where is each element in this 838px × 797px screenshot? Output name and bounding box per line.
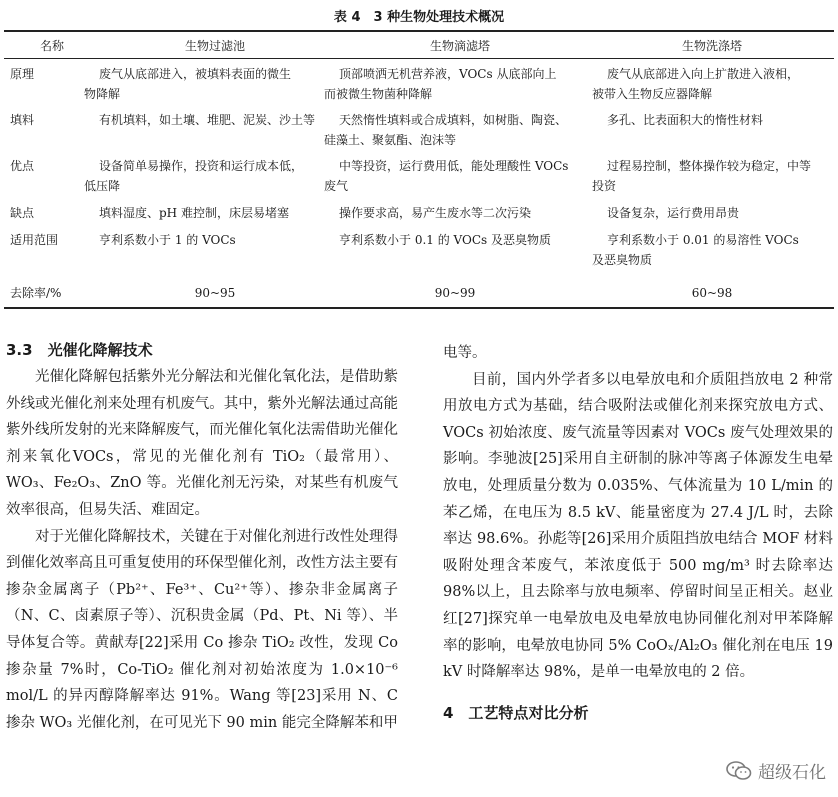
cell-packing-biofilter: 有机填料，如土壤、堆肥、泥炭、沙土等 [99,113,316,127]
cell-advantages-biotrickling: 中等投资，运行费用低，能处理酸性 VOCs 废气 [324,159,569,193]
right-column [443,340,833,726]
cell-removal-biotrickling: 90~99 [434,286,476,300]
row-label-disadvantages: 缺点 [10,206,35,220]
header-biofilter: 生物过滤池 [184,39,245,53]
watermark [726,758,826,783]
paragraph-photocatalysis-modification: 对于光催化降解技术，关键在于对催化剂进行改性处理得到催化效率高且可重复使用的环保型催化剂，改性方法主要有掺杂金属离子（Pb²⁺、Fe³⁺、Cu²⁺等）、掺杂非金属离子（N、C、卤素原子等）、沉积贵金属（Pd、Pt、Ni 等）、半导体复合等。黄献寿[22]采用 Co 掺杂 TiO₂ 改性，发现 Co 掺杂量 7%时，Co-TiO₂ 催化剂对初始浓度为 1.0×10⁻⁶ mol/L 的异丙醇降解率达 91%。Wang 等[23]采用 N、C 掺杂 WO₃ 光催化剂，在可见光下 90 min 能完全降解苯和甲 [6,528,398,731]
cell-removal-bioscrubber: 60~98 [691,286,733,300]
cell-scope-bioscrubber: 亨利系数小于 0.01 的易溶性 VOCs 及恶臭物质 [592,233,799,267]
table-top-rule [4,30,834,32]
section-heading-3-3: 3.3 光催化降解技术 [6,341,153,359]
cell-scope-biofilter: 亨利系数小于 1 的 VOCs [99,233,236,247]
table-caption: 表 4 3 种生物处理技术概况 [333,10,505,25]
row-label-principle: 原理 [10,67,35,81]
table-bottom-rule [4,307,834,309]
cell-disadvantages-biofilter: 填料湿度、pH 难控制，床层易堵塞 [99,206,289,220]
cell-principle-biofilter: 废气从底部进入，被填料表面的微生 物降解 [84,67,292,101]
cell-advantages-bioscrubber: 过程易控制，整体操作较为稳定，中等 投资 [592,159,812,193]
row-label-removal: 去除率/% [10,286,62,300]
row-label-advantages: 优点 [10,159,35,173]
cell-principle-bioscrubber: 废气从底部进入向上扩散进入液相， 被带入生物反应器降解 [592,67,800,101]
table-header-rule [4,58,834,59]
cell-disadvantages-biotrickling: 操作要求高，易产生废水等二次污染 [339,206,532,220]
cell-disadvantages-bioscrubber: 设备复杂，运行费用昂贵 [607,206,740,220]
paragraph-plasma-discharge: 目前，国内外学者多以电晕放电和介质阻挡放电 2 种常用放电方式为基础，结合吸附法或催化剂来探究放电方式、VOCs 初始浓度、废气流量等因素对 VOCs 废气处理效果的影响。李驰波[25]采用自主研制的脉冲等离子体源发生电晕放电，处理质量分数为 0.035%、气体流量为 10 L/min 的苯乙烯，在电压为 8.5 kV、能量密度为 27.4 J/L 时，去除率达 98.6%。孙彪等[26]采用介质阻挡放电结合 MOF 材料吸附处理含苯废气，苯浓度低于 500 mg/m³ 时去除率达 98%以上，且去除率与放电频率、停留时间呈正相关。赵业红[27]探究单一电晕放电及电晕放电协同催化剂对甲苯降解率的影响，电晕放电协同 5% CoOₓ/Al₂O₃ 催化剂在电压 19 kV 时降解率达 98%，是单一电晕放电的 2 倍。 [443,371,833,681]
cell-removal-biofilter: 90~95 [194,286,236,300]
section-heading-4: 4 工艺特点对比分析 [443,703,589,722]
cell-advantages-biofilter: 设备简单易操作，投资和运行成本低， 低压降 [84,159,304,193]
row-label-packing: 填料 [10,113,35,127]
header-biotrickling: 生物滴滤塔 [429,39,490,53]
cell-principle-biotrickling: 顶部喷洒无机营养液，VOCs 从底部向上 而被微生物菌种降解 [324,67,557,101]
header-bioscrubber: 生物洗涤塔 [681,39,742,53]
paragraph-continuation: 电等。 [443,345,487,361]
cell-packing-bioscrubber: 多孔、比表面积大的惰性材料 [607,113,764,127]
left-column [6,336,398,736]
watermark-text: 超级石化 [758,763,826,783]
cell-packing-biotrickling: 天然惰性填料或合成填料，如树脂、陶瓷、 硅藻土、聚氨酯、泡沫等 [324,113,568,147]
cell-scope-biotrickling: 亨利系数小于 0.1 的 VOCs 及恶臭物质 [339,233,551,247]
row-label-scope: 适用范围 [10,233,59,247]
paragraph-photocatalysis-intro: 光催化降解包括紫外光分解法和光催化氧化法，是借助紫外线或光催化剂来处理有机废气。其中，紫外光解法通过高能紫外线所发射的光来降解废气，而光催化氧化法需借助光催化剂来氧化VOCs，常见的光催化剂有 TiO₂（最常用）、WO₃、Fe₂O₃、ZnO 等。光催化剂无污染，对某些有机废气效率很高，但易失活、难固定。 [6,369,398,518]
wechat-icon [726,761,752,781]
header-name: 名称 [39,39,64,53]
